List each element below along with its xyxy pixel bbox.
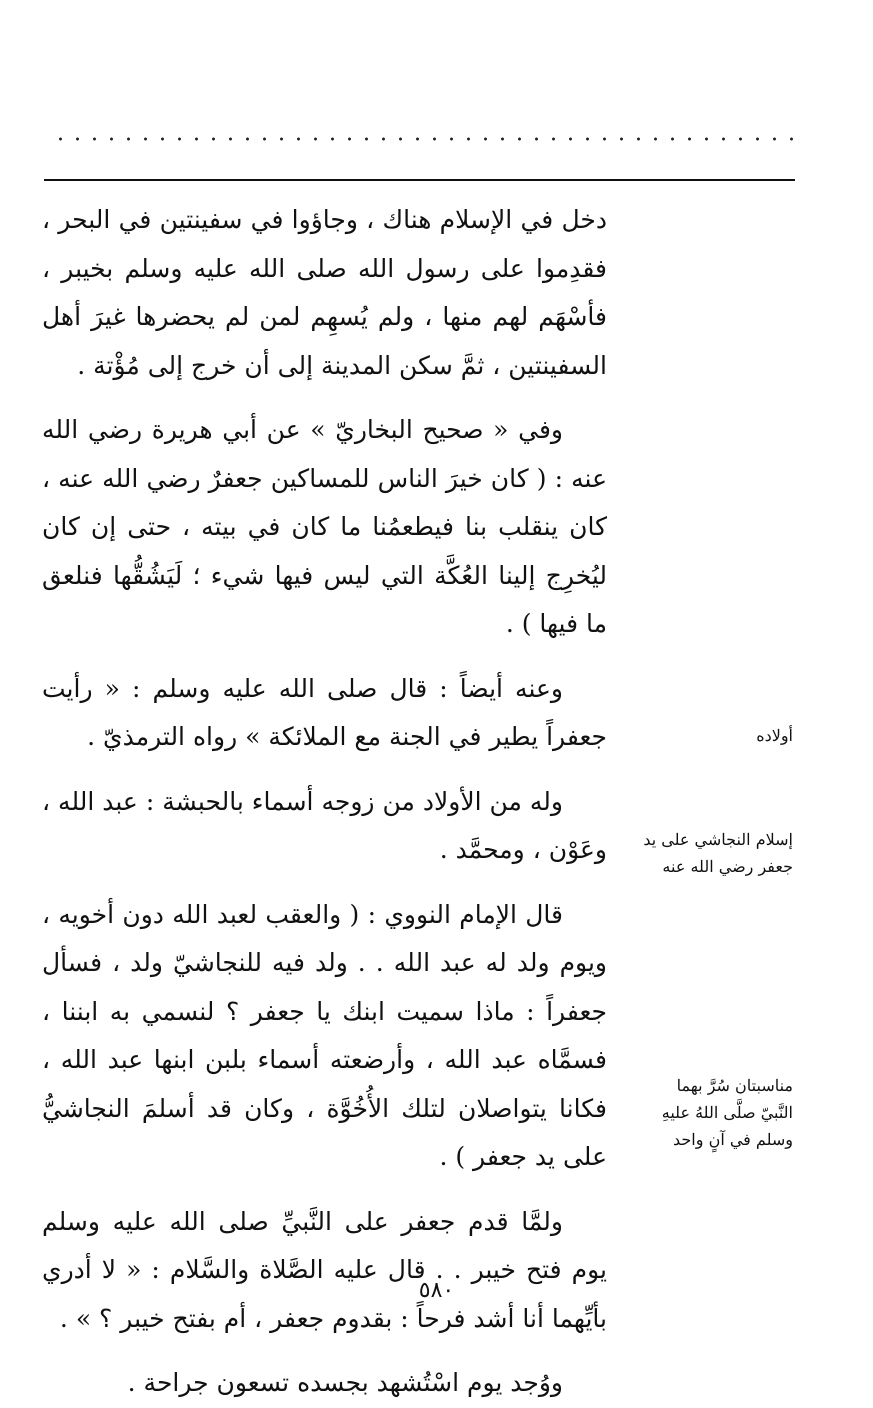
paragraph-7: ووُجد يوم اسْتُشهد بجسده تسعون جراحة . — [127, 1368, 563, 1397]
margin-note-children: أولاده — [756, 726, 793, 745]
paragraph-5: قال الإمام النووي : ( والعقب لعبد الله دون أخويه ، ويوم ولد له عبد الله . . ولد فيه للنجاشيّ ولد ، فسأل جعفراً : ماذا سميت ابنك يا جعفر ؟ لنسمي به ابننا ، فسمَّاه عبد الله ، وأرضعته أسماء بلبن ابنها عبد الله ، فكانا يتواصلان لتلك الأُخُوَّة ، وكان قد أسلمَ النجاشيُّ على يد جعفر ) . — [42, 899, 607, 1171]
dotted-separator — [52, 136, 794, 142]
margin-note-najashi: إسلام النجاشي على يد جعفر رضي الله عنه — [643, 830, 793, 876]
margin-note-joy: مناسبتان سُرَّ بهما النَّبيّ صلَّى اللهُ عليهِ وسلم في آنٍ واحد — [661, 1076, 793, 1149]
page-number: ٥٨٠ — [418, 1278, 455, 1303]
paragraph-gap — [42, 398, 607, 400]
paragraph-3: وعنه أيضاً : قال صلى الله عليه وسلم : « رأيت جعفراً يطير في الجنة مع الملائكة » رواه الترمذيّ . — [42, 673, 607, 751]
main-text — [42, 196, 607, 1408]
paragraph-gap — [42, 883, 607, 885]
paragraph-1: دخل في الإسلام هناك ، وجاؤوا في سفينتين في البحر ، فقدِموا على رسول الله صلى الله عليه وسلم بخيبر ، فأسْهَم لهم منها ، ولم يُسهِم لمن لم يحضرها غيرَ أهل السفينتين ، ثمَّ سكن المدينة إلى أن خرج إلى مُؤْتة . — [42, 205, 607, 380]
paragraph-6: ولمَّا قدم جعفر على النَّبيِّ صلى الله عليه وسلم يوم فتح خيبر . . قال عليه الصَّلاة والسَّلام : « لا أدري بأيِّهما أنا أشد فرحاً : بقدوم جعفر ، أم بفتح خيبر ؟ » . — [42, 1206, 607, 1333]
paragraph-4: وله من الأولاد من زوجه أسماء بالحبشة : عبد الله ، وعَوْن ، ومحمَّد . — [42, 786, 607, 864]
paragraph-2: وفي « صحيح البخاريّ » عن أبي هريرة رضي الله عنه : ( كان خيرَ الناس للمساكين جعفرٌ رضي الله عنه ، كان ينقلب بنا فيطعمُنا ما كان في بيته ، حتى إن كان ليُخرِج إلينا العُكَّة التي ليس فيها شيء ؛ لَيَشُقُّها فنلعق ما فيها ) . — [42, 415, 607, 638]
paragraph-gap — [42, 657, 607, 659]
paragraph-gap — [42, 1351, 607, 1353]
header-rule — [44, 179, 795, 181]
paragraph-gap — [42, 770, 607, 772]
paragraph-gap — [42, 1190, 607, 1192]
